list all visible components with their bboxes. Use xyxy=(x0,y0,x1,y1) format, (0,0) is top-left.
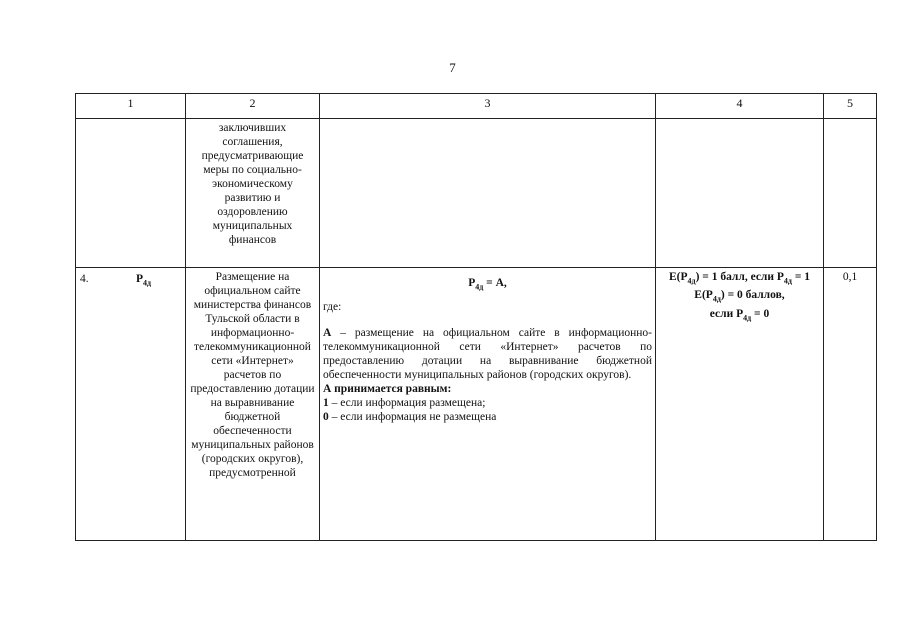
option-0: 0 – если информация не размещена xyxy=(323,411,497,424)
table-header-row xyxy=(76,94,877,119)
row1-col3 xyxy=(320,119,656,268)
formula: $Р_{4д} = А$, xyxy=(468,277,507,292)
row2-col5: 0,1 xyxy=(824,268,877,541)
row1-col2: заключивших соглашения, предусматривающие меры по социально-экономическому развитию и оздоровлению муниципальных финансов xyxy=(186,119,320,268)
table-row xyxy=(76,119,877,268)
score-line-1: $Е(Р_{4д}) = 1$ балл, если $Р_{4д} = 1$ xyxy=(668,271,811,286)
option-1: 1 – если информация размещена; xyxy=(323,397,486,410)
criteria-table xyxy=(75,93,877,541)
row1-col4 xyxy=(656,119,824,268)
row2-col4 xyxy=(656,268,824,541)
row2-col3 xyxy=(320,268,656,541)
header-cell-4: 4 xyxy=(656,94,824,119)
header-cell-2: 2 xyxy=(186,94,320,119)
a-definition: А – размещение на официальном сайте в информационно-телекоммуникационной сети «Интернет» расчетов по предоставлению дотации на выравнивание бюджетной обеспеченности муниципальных районов (городских округов). xyxy=(323,327,652,382)
row2-col1 xyxy=(76,268,186,541)
indicator-code: $Р_{4д}$ xyxy=(136,273,152,288)
row-number: 4. xyxy=(80,273,89,285)
header-cell-3: 3 xyxy=(320,94,656,119)
score-line-2: $Е(Р_{4д}) = 0$ баллов, xyxy=(694,289,785,304)
row1-col5 xyxy=(824,119,877,268)
a-equal-label: А принимается равным: xyxy=(323,383,452,396)
page-number: 7 xyxy=(449,60,456,75)
row1-col1 xyxy=(76,119,186,268)
row2-col2: Размещение на официальном сайте министерства финансов Тульской области в информационно-телекоммуникационной сети «Интернет» расчетов по предоставлению дотации на выравнивание бюджетной обеспеченности муниципальных районов (городских округов), предусмотренной xyxy=(186,268,320,541)
score-line-3: если $Р_{4д} = 0$ xyxy=(709,307,770,322)
header-cell-5: 5 xyxy=(824,94,877,119)
table-row xyxy=(76,268,877,541)
where-label: где: xyxy=(323,301,342,314)
header-cell-1: 1 xyxy=(76,94,186,119)
